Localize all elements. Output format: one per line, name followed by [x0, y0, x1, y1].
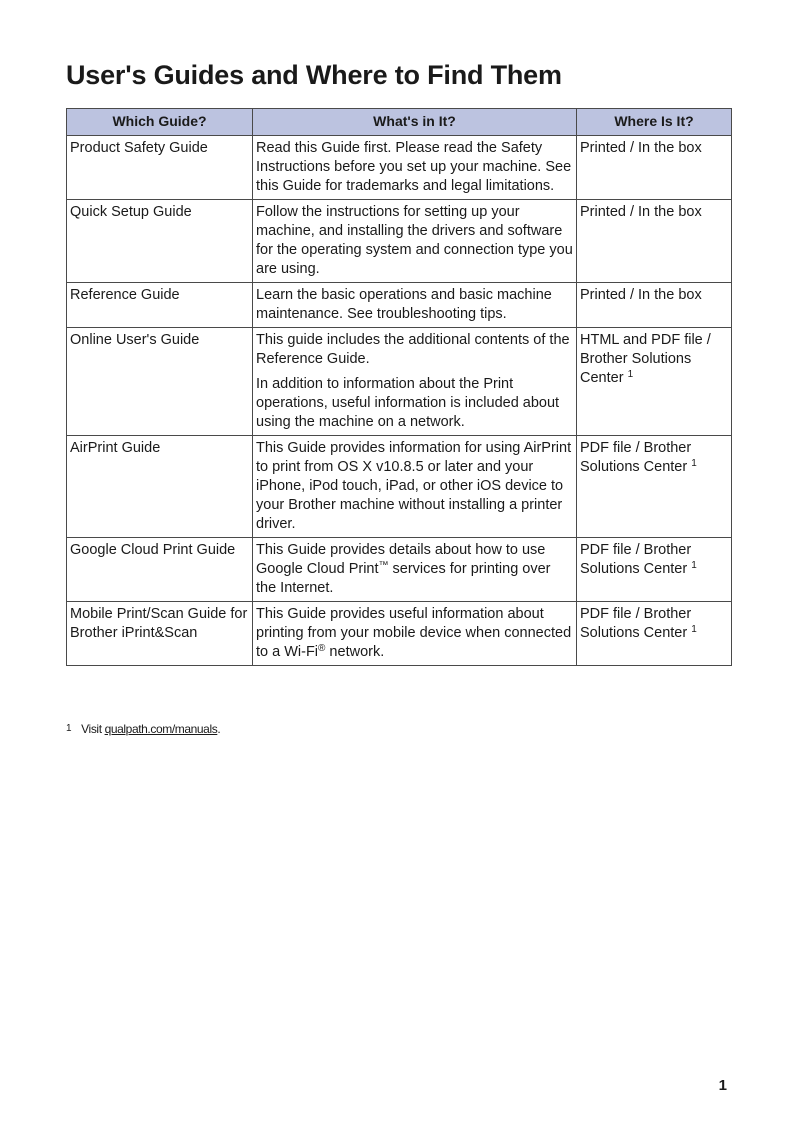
manuals-link[interactable]: qualpath.com/manuals — [104, 722, 218, 736]
table-row — [67, 602, 732, 666]
content-text: services for printing over the Internet. — [256, 561, 551, 596]
guide-content-paragraph — [256, 541, 573, 598]
table-row — [67, 283, 732, 328]
guide-content-paragraph: This Guide provides information for using AirPrint to print from OS X v10.8.5 or later and your iPhone, iPod touch, iPad, or other iOS device to your Brother machine without installing a printer driver. — [256, 440, 572, 532]
guide-location — [577, 136, 732, 200]
guide-content — [253, 283, 577, 328]
table-header-row — [67, 109, 732, 136]
guide-name: AirPrint Guide — [67, 436, 253, 538]
guide-content — [253, 538, 577, 602]
table-row — [67, 136, 732, 200]
guide-location — [577, 436, 732, 538]
guide-name: Mobile Print/Scan Guide for Brother iPrint&Scan — [67, 602, 253, 666]
footnote-ref: 1 — [627, 369, 634, 380]
content-text: This Guide provides useful information about printing from your mobile device when connected to a Wi-Fi — [256, 606, 572, 660]
header-where-is-it: Where Is It? — [577, 109, 732, 136]
guide-content-paragraph: In addition to information about the Print operations, useful information is included about using the machine on a network. — [256, 376, 560, 430]
footnote-ref: 1 — [691, 458, 697, 469]
guide-content-paragraph: This guide includes the additional contents of the Reference Guide. — [256, 332, 570, 367]
footnote — [66, 722, 220, 736]
trademark-symbol: ™ — [378, 560, 389, 571]
guide-name: Reference Guide — [67, 283, 253, 328]
page-number: 1 — [718, 1077, 727, 1094]
table-row — [67, 538, 732, 602]
guide-location-text: Printed / In the box — [580, 287, 702, 303]
guide-content — [253, 602, 577, 666]
guide-location-text: PDF file / Brother Solutions Center — [580, 542, 692, 577]
guide-content — [253, 200, 577, 283]
guide-location — [577, 200, 732, 283]
guide-name: Online User's Guide — [67, 328, 253, 436]
table-row — [67, 436, 732, 538]
guide-name: Google Cloud Print Guide — [67, 538, 253, 602]
guide-name: Product Safety Guide — [67, 136, 253, 200]
guide-content-paragraph: Learn the basic operations and basic machine maintenance. See troubleshooting tips. — [256, 287, 552, 322]
content-text: network. — [325, 644, 385, 660]
guide-location — [577, 328, 732, 436]
table-row — [67, 200, 732, 283]
guide-location — [577, 602, 732, 666]
guide-name: Quick Setup Guide — [67, 200, 253, 283]
guide-content — [253, 136, 577, 200]
guides-table — [66, 108, 732, 666]
guide-location-text: Printed / In the box — [580, 140, 702, 156]
guide-content-paragraph: Read this Guide first. Please read the Safety Instructions before you set up your machine. See this Guide for trademarks and legal limitations. — [256, 140, 572, 194]
footnote-text: Visit — [81, 722, 102, 736]
guide-content — [253, 436, 577, 538]
guide-location-text: PDF file / Brother Solutions Center — [580, 440, 692, 475]
guide-location — [577, 283, 732, 328]
guide-location-text: Printed / In the box — [580, 204, 702, 220]
guide-content-paragraph: Follow the instructions for setting up your machine, and installing the drivers and software for the operating system and connection type you are using. — [256, 204, 573, 277]
guide-location-text: PDF file / Brother Solutions Center — [580, 606, 692, 641]
page-title: User's Guides and Where to Find Them — [66, 60, 562, 90]
guide-content-paragraph — [256, 605, 573, 662]
guide-location-text: HTML and PDF file / Brother Solutions Center — [580, 332, 711, 386]
footnote-mark: 1 — [66, 723, 72, 734]
footnote-suffix: . — [217, 722, 221, 736]
guide-content — [253, 328, 577, 436]
footnote-ref: 1 — [691, 560, 697, 571]
content-text: This Guide provides details about how to use Google Cloud Print — [256, 542, 546, 577]
table-row — [67, 328, 732, 436]
header-which-guide: Which Guide? — [67, 109, 253, 136]
header-whats-in-it: What's in It? — [253, 109, 577, 136]
guide-location — [577, 538, 732, 602]
registered-symbol: ® — [318, 643, 326, 654]
footnote-ref: 1 — [691, 624, 697, 635]
